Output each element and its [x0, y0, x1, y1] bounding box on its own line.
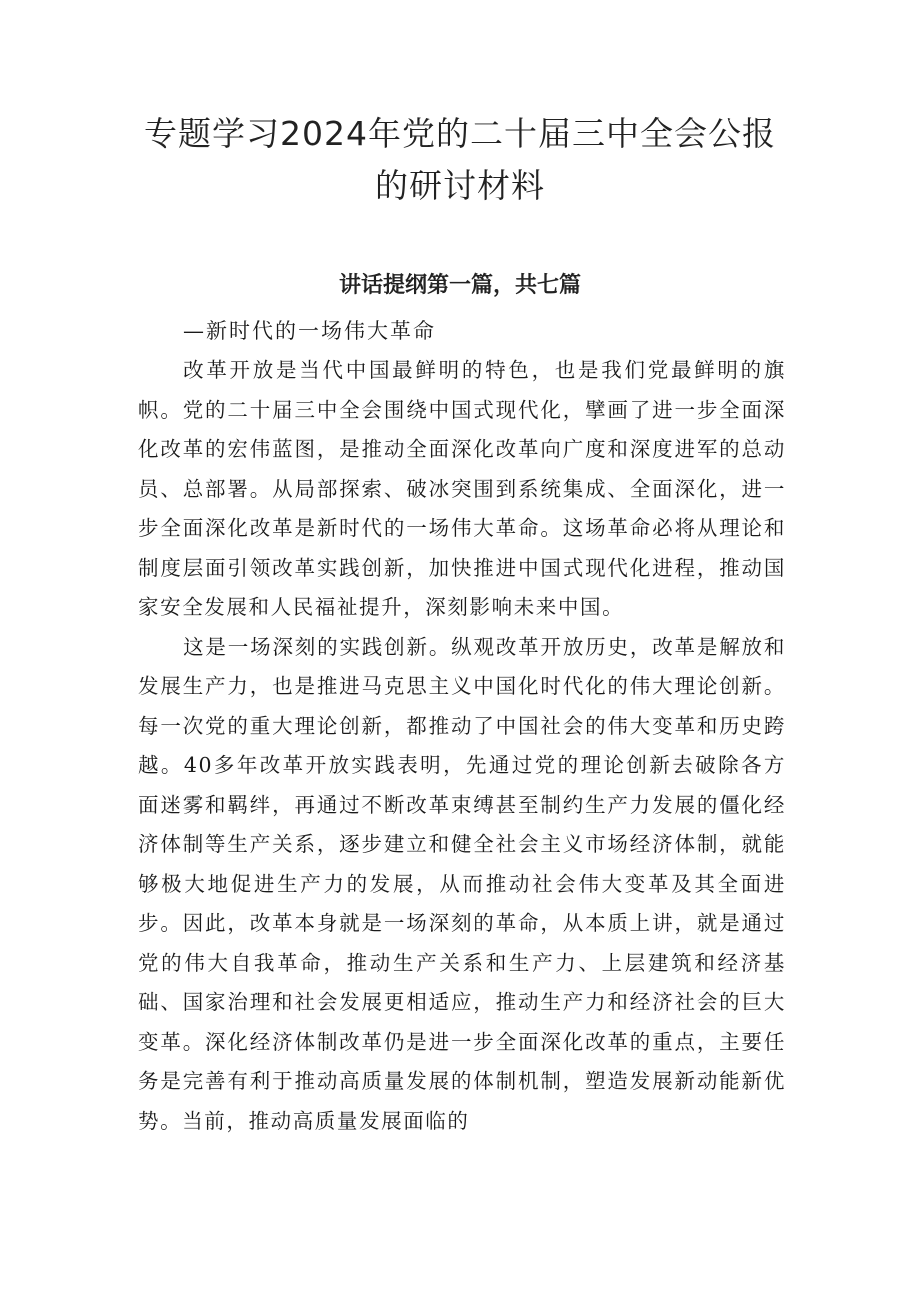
section-heading: —新时代的一场伟大革命 — [183, 319, 436, 343]
paragraph-1: 改革开放是当代中国最鲜明的特色，也是我们党最鲜明的旗帜。党的二十届三中全会围绕中国式现代化，擘画了进一步全面深化改革的宏伟蓝图，是推动全面深化改革向广度和深度进军的总动员、总部署。从局部探索、破冰突围到系统集成、全面深化，进一步全面深化改革是新时代的一场伟大革命。这场革命必将从理论和制度层面引领改革实践创新，加快推进中国式现代化进程，推动国家安全发展和人民福祉提升，深刻影响未来中国。 — [138, 358, 786, 619]
document-subtitle: 讲话提纲第一篇，共七篇 — [338, 273, 581, 298]
paragraph-2: 这是一场深刻的实践创新。纵观改革开放历史，改革是解放和发展生产力，也是推进马克思主义中国化时代化的伟大理论创新。每一次党的重大理论创新，都推动了中国社会的伟大变革和历史跨越。40多年改革开放实践表明，先通过党的理论创新去破除各方面迷雾和羁绊，再通过不断改革束缚甚至制约生产力发展的僵化经济体制等生产关系，逐步建立和健全社会主义市场经济体制，就能够极大地促进生产力的发展，从而推动社会伟大变革及其全面进步。因此，改革本身就是一场深刻的革命，从本质上讲，就是通过党的伟大自我革命，推动生产关系和生产力、上层建筑和经济基础、国家治理和社会发展更相适应，推动生产力和经济社会的巨大变革。深化经济体制改革仍是进一步全面深化改革的重点，主要任务是完善有利于推动高质量发展的体制机制，塑造发展新动能新优势。当前，推动高质量发展面临的 — [138, 634, 786, 1133]
document-title — [100, 108, 820, 212]
body-text — [138, 351, 786, 1141]
title-line-1: 专题学习2024年党的二十届三中全会公报 — [144, 114, 776, 153]
title-line-2: 的研讨材料 — [375, 166, 545, 205]
